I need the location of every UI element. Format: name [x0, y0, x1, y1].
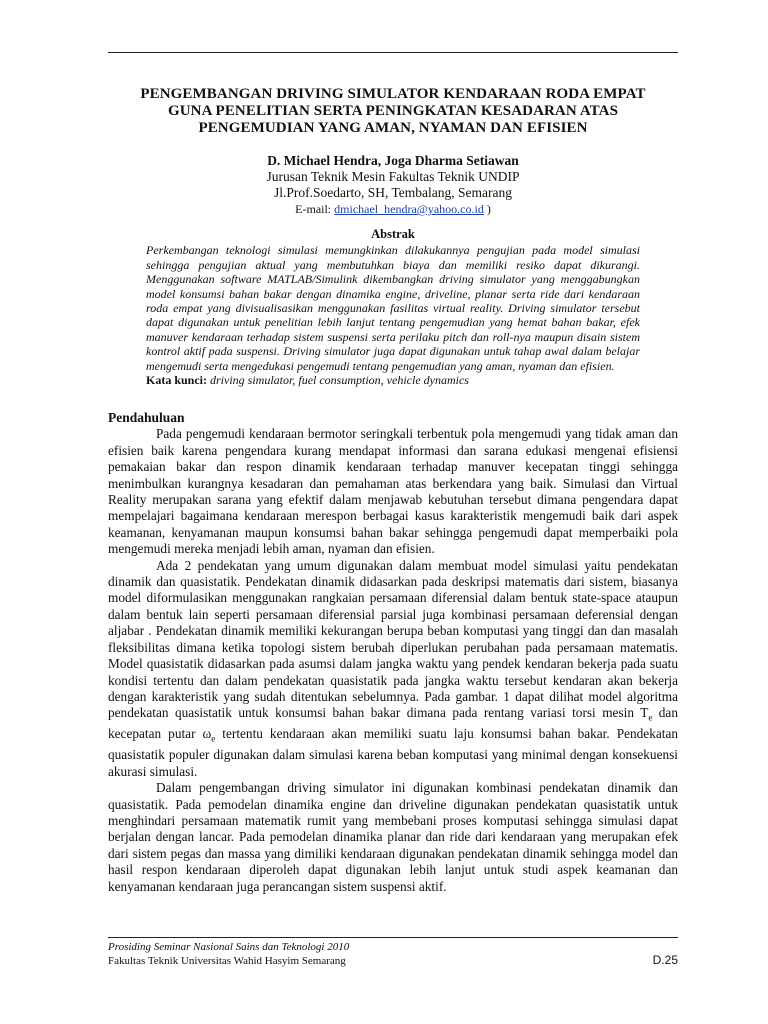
keywords-text: driving simulator, fuel consumption, vehicle dynamics	[207, 373, 469, 388]
paragraph-3: Dalam pengembangan driving simulator ini digunakan kombinasi pendekatan dinamik dan quasistatik. Pada pemodelan dinamika engine dan driveline digunakan pendekatan quasistatik untuk menghindari persamaan matematik rumit yang membebani proses komputasi sehingga simulasi dapat berjalan dengan lancar. Pada pemodelan dinamika planar dan ride dari kendaraan yang merupakan efek dari sistem pegas dan massa yang dimiliki kendaraan digunakan pendekatan dinamik sehingga model dan hasil respon kendaraan diperoleh dapat digunakan lebih lanjut untuk studi aspek keamanan dan kenyamanan kendaraan juga perancangan sistem suspensi aktif.	[108, 780, 678, 894]
subscript-e-2: e	[211, 734, 216, 745]
page-number: D.25	[652, 953, 678, 967]
author-address: Jl.Prof.Soedarto, SH, Tembalang, Semarang	[273, 185, 513, 200]
footer-proceedings	[108, 940, 528, 968]
paper-title	[108, 86, 678, 137]
section-heading: Pendahuluan	[108, 410, 185, 425]
title-line-3: PENGEMUDIAN YANG AMAN, NYAMAN DAN EFISIEN	[198, 120, 588, 136]
paragraph-2	[108, 558, 678, 781]
paragraph-2-part-c: tertentu kendaraan akan memiliki suatu laju konsumsi bahan bakar. Pendekatan quasistatik populer digunakan dalam simulasi karena beban komputasi yang minimal dengan konsekuensi akurasi simulasi.	[108, 726, 679, 779]
keywords-label: Kata kunci:	[146, 373, 208, 388]
paragraph-1: Pada pengemudi kendaraan bermotor seringkali terbentuk pola mengemudi yang tidak aman dan efisien baik karena pengendara kurang mendapat informasi dan sarana edukasi mengenai efisiensi pemakaian bakar dan respon dinamik kendaraan terhadap manuver kecepatan tinggi sehingga menimbulkan kurangnya kesadaran dan pemahaman atas berkendara yang baik. Simulasi dan Virtual Reality merupakan sarana yang efektif dalam menjawab kebutuhan tersebut dimana pengendara dapat mempelajari bagaimana kendaraan merespon berbagai kasus karakteristik mengemudi baik dari aspek keamanan, kenyamanan maupun konsumsi bahan bakar sehingga pengemudi dapat memperbaiki pola mengemudi mereka menjadi lebih aman, nyaman dan efisien.	[108, 426, 678, 557]
abstract-heading: Abstrak	[371, 227, 415, 241]
footer-line-2: Fakultas Teknik Universitas Wahid Hasyim Semarang	[108, 955, 346, 967]
main-body	[108, 410, 678, 895]
abstract	[146, 227, 640, 387]
author-block	[108, 153, 678, 217]
email-close: )	[483, 202, 491, 216]
abstract-text: Perkembangan teknologi simulasi memungkinkan dilakukannya pengujian pada model simulasi sehingga pengujian aktual yang membutuhkan biaya dan memiliki resiko dapat dikurangi. Menggunakan software MATLAB/Simulink dikembangkan driving simulator yang menggabungkan model konsumsi bahan bakar dengan dinamika engine, driveline, planar serta ride dari kendaraan roda empat yang divisualisasikan menggunakan fasilitas virtual reality. Driving simulator tersebut dapat digunakan untuk penelitian lebih lanjut tentang pengemudian yang hemat bahan bakar, efek manuver kendaraan terhadap sistem suspensi serta perilaku pitch dan roll-nya maupun disain sistem kontrol aktif pada suspensi. Driving simulator juga dapat digunakan untuk tahap awal dalam belajar mengemudi serta mengedukasi pengemudi tentang pengemudian yang aman, nyaman dan efisien.	[146, 243, 640, 373]
title-line-1: PENGEMBANGAN DRIVING SIMULATOR KENDARAAN RODA EMPAT	[140, 86, 646, 102]
title-line-2: GUNA PENELITIAN SERTA PENINGKATAN KESADARAN ATAS	[167, 103, 619, 119]
subscript-e-1: e	[648, 712, 653, 723]
paragraph-2-part-a: Ada 2 pendekatan yang umum digunakan dalam membuat model simulasi yaitu pendekatan dinamik dan quasistatik. Pendekatan dinamik didasarkan pada deskripsi matematis dari sistem, biasanya model diformulasikan menggunakan rangkaian persamaan diferensial dalam bentuk state-space ataupun dalam bentuk lain seperti persamaan diferensial parsial juga kombinasi persamaan deferensial dengan aljabar . Pendekatan dinamik memiliki kekurangan berupa beban komputasi yang tinggi dan dan masalah fleksibilitas dimana ketika topologi sistem berubah diperlukan perubahan pada persamaan matematis. Model quasistatik didasarkan pada asumsi dalam jangka waktu yang pendek kendaran bekerja pada suatu kondisi tertentu dan dalam pendekatan quasistatik pada jangka waktu tersebut kendaran akan bekerja dengan karakteristik yang sudah ditentukan sebelumnya. Pada gambar. 1 dapat dilihat model algoritma pendekatan quasistatik untuk konsumsi bahan bakar dimana pada rentang variasi torsi mesin T	[108, 557, 678, 721]
header-rule	[108, 52, 678, 53]
keywords	[146, 373, 640, 387]
email-link[interactable]: dmichael_hendra@yahoo.co.id	[334, 202, 484, 216]
author-email-line	[108, 201, 678, 217]
paragraph-2-part-b: dan kecepatan putar ω	[108, 705, 678, 742]
email-label: E-mail:	[295, 202, 335, 216]
author-affiliation: Jurusan Teknik Mesin Fakultas Teknik UNDIP	[266, 169, 520, 184]
author-names: D. Michael Hendra, Joga Dharma Setiawan	[267, 153, 519, 168]
footer-line-1: Prosiding Seminar Nasional Sains dan Teknologi 2010	[108, 941, 350, 953]
footer-rule	[108, 937, 678, 938]
